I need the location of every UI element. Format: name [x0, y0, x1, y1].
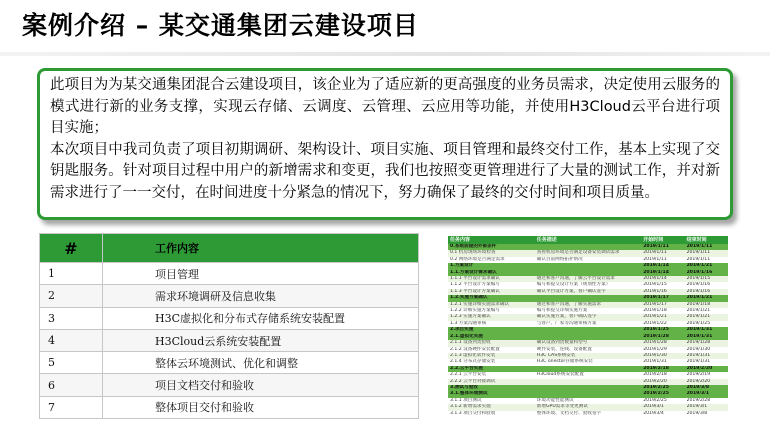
schedule-start: 2019/1/18	[641, 308, 684, 314]
schedule-task: 1.2.实施方案确认	[448, 295, 535, 301]
schedule-header-task: 任务内容	[448, 236, 535, 244]
schedule-start: 2019/1/29	[641, 347, 684, 353]
schedule-start: 2019/1/16	[641, 289, 684, 295]
task-work: 整体云环境测试、优化和调整	[103, 352, 419, 374]
schedule-start: 2019/1/11	[641, 250, 684, 256]
schedule-end: 2019/1/16	[685, 270, 728, 276]
schedule-end: 2019/3/8	[685, 385, 728, 391]
task-number: 4	[40, 329, 103, 351]
schedule-end: 2019/2/20	[685, 366, 728, 372]
task-work: H3Cloud云系统安装配置	[103, 329, 419, 351]
title-divider	[0, 52, 770, 56]
task-number: 3	[40, 307, 103, 329]
schedule-task: 2.项目实施	[448, 327, 535, 333]
project-intro-box	[37, 68, 733, 220]
schedule-start: 2019/1/11	[641, 244, 684, 250]
schedule-row	[448, 282, 728, 288]
schedule-start: 2019/2/25	[641, 391, 684, 397]
table-row	[40, 263, 419, 285]
schedule-desc: H3Cloud系统安装配置	[535, 372, 641, 378]
schedule-start: 2019/1/14	[641, 276, 684, 282]
schedule-header-row	[448, 236, 728, 244]
schedule-end: 2019/1/16	[685, 289, 728, 295]
schedule-start: 2019/1/11	[641, 257, 684, 263]
schedule-end: 2019/2/20	[685, 379, 728, 385]
schedule-end: 2019/1/18	[685, 302, 728, 308]
schedule-task: 3.1.1 项目测试	[448, 398, 535, 404]
schedule-task: 2.2.云平台实施	[448, 366, 535, 372]
schedule-start: 2019/1/21	[641, 314, 684, 320]
task-work: 项目文档交付和验收	[103, 374, 419, 396]
work-content-table	[39, 233, 419, 419]
schedule-desc: 编写和提交详细实施方案	[535, 308, 641, 314]
schedule-task: 2.1.虚拟化实施	[448, 334, 535, 340]
intro-paragraph-1: 此项目为为某交通集团混合云建设项目，该企业为了适应新的更高强度的业务员需求，决定使用云服务的模式进行新的业务支撑，实现云存储、云调度、云管理、云应用等功能，并使用H3Cloud云平台进行项目实施；	[50, 77, 720, 136]
schedule-end: 2019/1/16	[685, 282, 728, 288]
schedule-end: 2019/1/15	[685, 276, 728, 282]
schedule-task: 0.系统前提的外部条件	[448, 244, 535, 250]
schedule-end: 2019/1/11	[685, 250, 728, 256]
schedule-header-desc: 任务描述	[535, 236, 641, 244]
schedule-end: 2019/1/21	[685, 308, 728, 314]
schedule-end: 2019/3/8	[685, 411, 728, 417]
schedule-table	[448, 236, 728, 417]
schedule-end: 2019/1/11	[685, 244, 728, 250]
schedule-task: 1.1.2 平台设计方案编写	[448, 282, 535, 288]
task-work: 需求环境调研及信息收集	[103, 285, 419, 307]
schedule-task: 1.3 方案沟通审核	[448, 321, 535, 327]
schedule-desc: H3C CAS系统安装	[535, 353, 641, 359]
schedule-task: 2.1.3 虚拟化软件安装	[448, 353, 535, 359]
schedule-start: 2019/1/15	[641, 282, 684, 288]
task-number: 1	[40, 263, 103, 285]
schedule-desc: 与客户、厂家等沟通审核方案	[535, 321, 641, 327]
schedule-desc: 新增GPU需求等变更测试	[535, 404, 641, 410]
schedule-task: 3.1.2 新增需求实施	[448, 404, 535, 410]
intro-paragraph-2: 本次项目中我司负责了项目初期调研、架构设计、项目实施、项目管理和最终交付工作，基本上实现了交钥匙服务。针对项目过程中用户的新增需求和变更，我们也按照变更管理进行了大量的测试工作，并对新需求进行了一一交付，在时间进度十分紧急的情况下，努力确保了最终的交付时间和项目质量。	[50, 141, 720, 201]
schedule-end: 2019/2/19	[685, 372, 728, 378]
schedule-start: 2019/1/14	[641, 270, 684, 276]
schedule-task: 2.1.1 设备到货验收	[448, 340, 535, 346]
table-row	[40, 352, 419, 374]
schedule-row	[448, 359, 728, 365]
schedule-task: 1.2.1 实施详细实施需求确认	[448, 302, 535, 308]
schedule-start: 2019/2/18	[641, 372, 684, 378]
schedule-task: 2.2.2 云平台对接调试	[448, 379, 535, 385]
task-work: H3C虚拟化和分布式存储系统安装配置	[103, 307, 419, 329]
schedule-row	[448, 250, 728, 256]
schedule-desc: 查看机房环境是否满足设备安装调试需求	[535, 250, 641, 256]
schedule-start: 2019/1/28	[641, 340, 684, 346]
task-work: 项目管理	[103, 263, 419, 285]
schedule-start: 2019/1/14	[641, 263, 684, 269]
schedule-task: 0.2 网络环境是否满足需求	[448, 257, 535, 263]
schedule-end: 2019/1/21	[685, 314, 728, 320]
schedule-desc: 通过和客户沟通，了解实施需求	[535, 302, 641, 308]
schedule-end: 2019/1/25	[685, 321, 728, 327]
schedule-desc: 编写和提交设计方案（规划性方案）	[535, 282, 641, 288]
schedule-start: 2019/1/25	[641, 327, 684, 333]
schedule-desc: 确认平台设计方案，客户确认签字	[535, 289, 641, 295]
table-row	[40, 307, 419, 329]
page-title: 案例介绍 – 某交通集团云建设项目	[22, 11, 419, 40]
schedule-start: 2019/2/20	[641, 379, 684, 385]
schedule-task: 2.1.4 分布式存储安装	[448, 359, 535, 365]
table-header-row	[40, 234, 419, 263]
schedule-task: 1.方案设计	[448, 263, 535, 269]
schedule-end: 2019/1/28	[685, 340, 728, 346]
schedule-start: 2019/3/1	[641, 404, 684, 410]
schedule-end: 2019/1/31	[685, 334, 728, 340]
table-row	[40, 285, 419, 307]
schedule-end: 2019/1/30	[685, 347, 728, 353]
schedule-header-start: 开始时间	[641, 236, 684, 244]
schedule-end: 2019/3/1	[685, 404, 728, 410]
schedule-header-end: 结束时间	[685, 236, 728, 244]
schedule-end: 2019/1/21	[685, 263, 728, 269]
schedule-desc: 硬件安装、连线、设备配置	[535, 347, 641, 353]
schedule-end: 2019/3/1	[685, 391, 728, 397]
schedule-task: 3.1.整体环境测试	[448, 391, 535, 397]
schedule-start: 2019/2/25	[641, 398, 684, 404]
schedule-start: 2019/2/18	[641, 366, 684, 372]
schedule-start: 2019/3/4	[641, 411, 684, 417]
schedule-desc: 确认设备到货数量和型号	[535, 340, 641, 346]
schedule-task: 1.1.1 平台设计需求确认	[448, 276, 535, 282]
schedule-start: 2019/1/30	[641, 353, 684, 359]
table-row	[40, 396, 419, 418]
schedule-row	[448, 314, 728, 320]
schedule-end: 2019/1/31	[685, 359, 728, 365]
table-row	[40, 329, 419, 351]
schedule-start: 2019/2/25	[641, 385, 684, 391]
schedule-start: 2019/1/17	[641, 295, 684, 301]
schedule-task: 1.1.方案设计需求确认	[448, 270, 535, 276]
schedule-row	[448, 347, 728, 353]
schedule-end: 2019/1/11	[685, 257, 728, 263]
schedule-desc: 环境功能性能测试	[535, 398, 641, 404]
schedule-start: 2019/1/22	[641, 321, 684, 327]
schedule-desc: 确认实施方案，客户确认签字	[535, 314, 641, 320]
schedule-desc: 确认目前网络拓扑情况	[535, 257, 641, 263]
schedule-end: 2019/2/28	[685, 398, 728, 404]
schedule-end: 2019/1/31	[685, 353, 728, 359]
schedule-desc: H3C onestor存储系统安装	[535, 359, 641, 365]
schedule-end: 2019/1/21	[685, 295, 728, 301]
schedule-start: 2019/1/17	[641, 302, 684, 308]
schedule-task: 1.2.2 详细实施方案编写	[448, 308, 535, 314]
schedule-task: 2.2.1 云平台安装	[448, 372, 535, 378]
schedule-task: 1.2.3 实施方案确认	[448, 314, 535, 320]
schedule-row	[448, 411, 728, 417]
schedule-end: 2019/1/31	[685, 327, 728, 333]
column-header-number: #	[40, 234, 103, 263]
column-header-work: 工作内容	[103, 234, 419, 263]
task-number: 7	[40, 396, 103, 418]
table-row	[40, 374, 419, 396]
schedule-desc: 整体环境、文档交付、验收签字	[535, 411, 641, 417]
schedule-task: 0.1 机房现场环境检查	[448, 250, 535, 256]
schedule-task: 3.测试与验收	[448, 385, 535, 391]
task-number: 6	[40, 374, 103, 396]
schedule-desc: 通过和客户沟通，了解云平台设计需求	[535, 276, 641, 282]
schedule-task: 3.1.3 项目交付和验收	[448, 411, 535, 417]
schedule-start: 2019/1/31	[641, 359, 684, 365]
task-number: 2	[40, 285, 103, 307]
task-number: 5	[40, 352, 103, 374]
schedule-start: 2019/1/28	[641, 334, 684, 340]
schedule-task: 2.1.2 设备硬件安装配置	[448, 347, 535, 353]
schedule-task: 1.1.3 平台设计方案确认	[448, 289, 535, 295]
task-work: 整体项目交付和验收	[103, 396, 419, 418]
